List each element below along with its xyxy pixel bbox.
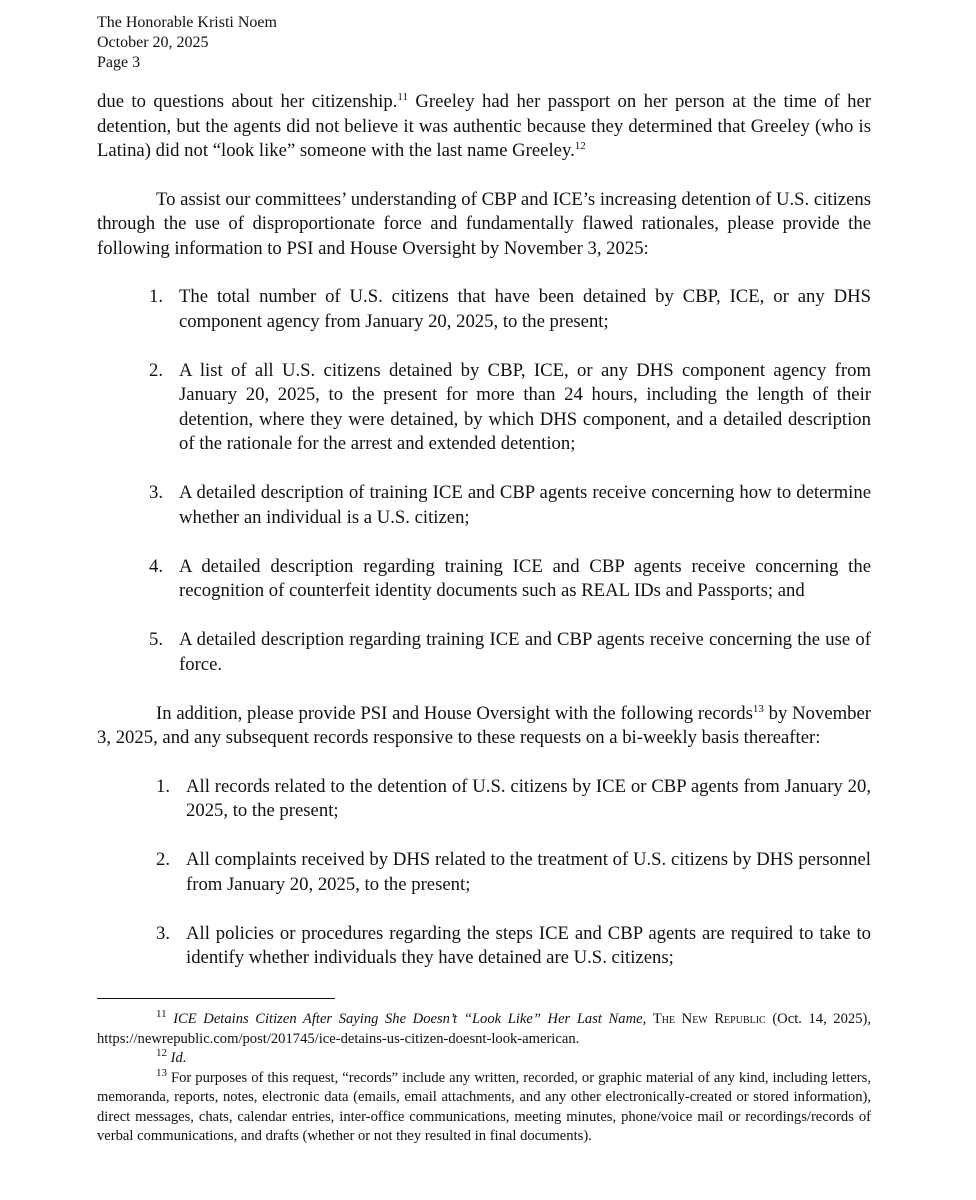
list-item-number: 3. xyxy=(156,922,171,944)
footnote-number: 12 xyxy=(156,1047,167,1060)
list-item-number: 2. xyxy=(156,849,171,870)
header-recipient: The Honorable Kristi Noem xyxy=(97,14,277,31)
paragraph-continuation xyxy=(97,90,871,164)
list-item xyxy=(97,285,871,334)
paragraph-text: by November 3, 2025, and any subsequent records responsive to these requests on a bi-weekly basis thereafter: xyxy=(97,702,872,748)
footnote-separator xyxy=(97,998,335,999)
list-item-number: 1. xyxy=(149,286,164,307)
list-item-text: The total number of U.S. citizens that have been detained by CBP, ICE, or any DHS component agency from January 20, 2025, to the present; xyxy=(179,286,871,332)
list-item-number: 2. xyxy=(149,359,164,381)
list-item xyxy=(97,481,871,530)
list-item-number: 3. xyxy=(149,482,164,503)
letter-body xyxy=(97,90,871,971)
list-item xyxy=(97,922,871,971)
footnote-text: For purposes of this request, “records” include any written, recorded, or graphic material of any kind, including letters, memoranda, reports, notes, electronic data (emails, email attachments, and any other electronically-created or stored information), direct messages, chats, calendar entries, inter-office communications, meeting minutes, phone/voice mail or recordings/records of verbal communications, and drafts (whether or not they resulted in final documents). xyxy=(97,1069,871,1144)
footnote-13 xyxy=(97,1066,871,1147)
list-item-text: A list of all U.S. citizens detained by CBP, ICE, or any DHS component agency from January 20, 2025, to the present for more than 24 hours, including the length of their detention, where they were detained, by which DHS component, and a detailed description of the rationale for the arrest and extended detention; xyxy=(179,359,871,454)
list-item-text: All policies or procedures regarding the steps ICE and CBP agents are required to take to identify whether individuals they have detained are U.S. citizens; xyxy=(186,922,871,968)
paragraph-request-intro: To assist our committees’ understanding of CBP and ICE’s increasing detention of U.S. citizens through the use of disproportionate force and fundamentally flawed rationales, please provide the following information to PSI and House Oversight by November 3, 2025: xyxy=(97,188,871,259)
footnote-publication: The New Republic xyxy=(652,1011,766,1027)
footnote-12 xyxy=(97,1049,871,1069)
list-item-number: 5. xyxy=(149,629,164,650)
information-request-list xyxy=(97,285,871,677)
list-item xyxy=(97,775,871,824)
list-item-text: A detailed description of training ICE and CBP agents receive concerning how to determine whether an individual is a U.S. citizen; xyxy=(179,482,871,528)
list-item xyxy=(97,628,871,677)
footnote-citation[interactable]: (Oct. 14, 2025), https://newrepublic.com/post/201745/ice-detains-us-citizen-doesnt-look-american. xyxy=(97,1011,872,1047)
footnote-separator-text: , xyxy=(642,1011,653,1027)
list-item-text: All records related to the detention of U.S. citizens by ICE or CBP agents from January 20, 2025, to the present; xyxy=(186,775,871,821)
list-item xyxy=(97,848,871,897)
footnote-id-citation: Id. xyxy=(170,1050,187,1066)
list-item-text: A detailed description regarding training ICE and CBP agents receive concerning the recognition of counterfeit identity documents such as REAL IDs and Passports; and xyxy=(179,555,871,601)
footnote-ref-13[interactable]: 13 xyxy=(752,702,764,715)
list-item-number: 4. xyxy=(149,555,164,577)
list-item-number: 1. xyxy=(156,775,171,797)
list-item xyxy=(97,555,871,604)
letter-header xyxy=(97,13,277,73)
paragraph-text: Greeley had her passport on her person at the time of her detention, but the agents did not believe it was authentic because they determined that Greeley (who is Latina) did not “look like” someone with the last name Greeley. xyxy=(97,91,871,161)
paragraph-text: due to questions about her citizenship. xyxy=(97,91,398,112)
footnotes xyxy=(97,1010,871,1147)
footnote-ref-12[interactable]: 12 xyxy=(574,139,586,152)
list-item-text: A detailed description regarding training ICE and CBP agents receive concerning the use of force. xyxy=(179,629,871,675)
paragraph-records-intro xyxy=(97,702,871,751)
footnote-number: 11 xyxy=(156,1008,167,1021)
header-page-number: Page 3 xyxy=(97,54,141,71)
footnote-number: 13 xyxy=(156,1066,167,1079)
list-item-text: All complaints received by DHS related to the treatment of U.S. citizens by DHS personnel from January 20, 2025, to the present; xyxy=(186,849,871,895)
header-date: October 20, 2025 xyxy=(97,34,209,51)
footnote-ref-11[interactable]: 11 xyxy=(397,90,408,103)
records-request-list xyxy=(97,775,871,971)
footnote-11 xyxy=(97,1010,871,1049)
list-item xyxy=(97,359,871,457)
footnote-article-title: ICE Detains Citizen After Saying She Doesn’t “Look Like” Her Last Name xyxy=(173,1011,643,1027)
paragraph-text: In addition, please provide PSI and House Oversight with the following records xyxy=(156,702,753,724)
